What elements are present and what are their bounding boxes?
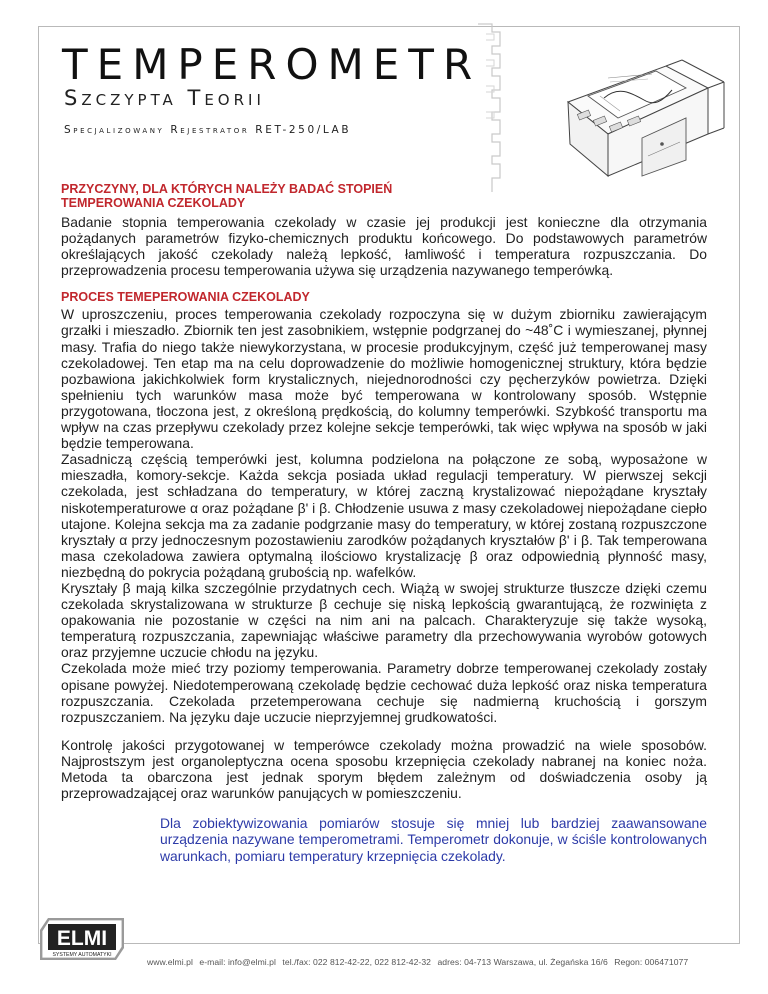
- section-heading-reasons-line1: PRZYCZYNY, DLA KTÓRYCH NALEŻY BADAĆ STOPIEŃ: [61, 182, 393, 196]
- section-heading-reasons: [61, 182, 707, 210]
- logo-tagline: SYSTEMY AUTOMATYKI: [52, 952, 112, 958]
- paragraph-reasons: Badanie stopnia temperowania czekolady w czasie jej produkcji jest konieczne dla otrzymania pożądanych parametrów fizyko-chemicznych produktu końcowego. Do podstawowych parametrów określających jakość czekolady należą lepkość, łamliwość i temperatura rozpuszczania. Do przeprowadzenia procesu temperowania używa się urządzenia nazywanego temperówką.: [61, 214, 707, 279]
- footer-phone: tel./fax: 022 812-42-22, 022 812-42-32: [282, 957, 431, 967]
- paragraph-quality-control: Kontrolę jakości przygotowanej w temperówce czekolady można prowadzić na wiele sposobów. Najprostszym jest organoleptyczna ocena sposobu krzepnięcia czekolady nabranej na koniec noża. Metoda ta obarczona jest jednak sporym błędem zależnym od doświadczenia osoby ją przeprowadzającej oraz warunków panujących w pomieszczeniu.: [61, 736, 707, 802]
- paragraph-process-2: Zasadniczą częścią temperówki jest, kolumna podzielona na połączone ze sobą, wyposażone w mieszadła, komory-sekcje. Każda sekcja posiada układ regulacji temperatury. W pierwszej sekcji czekolada, jest schładzana do temperatury, w której zaczną krystalizować niepożądane kryształy niskotemperaturowe α oraz pożądane β' i β. Chłodzenie usuwa z masy czekoladowej niepożądane ciepło utajone. Kolejna sekcja ma za zadanie podgrzanie masy do temperatury, w której zostaną rozpuszczone kryształy α przy jednoczesnym pozostawieniu zarodków pożądanych kryształów β' i β. Tak temperowana masa czekoladowa zawiera optymalną ilościowo krystalizację β oraz odpowiednią płynność masy, niezbędną do pokrycia pożądaną grubością np. wafelków.: [61, 451, 707, 580]
- article-body: [61, 182, 707, 864]
- footer-email[interactable]: e-mail: info@elmi.pl: [199, 957, 276, 967]
- paragraph-process-4: Czekolada może mieć trzy poziomy temperowania. Parametry dobrze temperowanej czekolady zostały opisane powyżej. Niedotemperowaną czekoladę będzie cechować duża lepkość oraz niska temperatura rozpuszczania. Czekolada przetemperowana cechuje się nadmierną kruchością i gorszym rozpuszczaniem. Na języku daje uczucie nieprzyjemnej grudkowatości.: [61, 660, 707, 725]
- section-heading-process: PROCES TEMEPEROWANIA CZEKOLADY: [61, 290, 310, 305]
- section-heading-reasons-line2: TEMPEROWANIA CZEKOLADY: [61, 196, 246, 210]
- footer-website[interactable]: www.elmi.pl: [147, 957, 193, 967]
- highlight-note: Dla zobiektywizowania pomiarów stosuje się mniej lub bardziej zaawansowane urządzenia nazywane temperometrami. Temperometr dokonuje, w ściśle kontrolowanych warunkach, pomiaru temperatury krzepnięcia czekolady.: [160, 815, 707, 864]
- paragraph-process-3: Kryształy β mają kilka szczególnie przydatnych cech. Wiążą w swojej strukturze tłuszcze dzięki czemu czekolada skrystalizowana w strukturze β cechuje się niską lepkością gwarantującą, że rozwinięta z opakowania nie pozostanie w części na nim ani na palcach. Charakteryzuje się także wysoką, temperaturą rozpuszczania, zapewniając właściwe parametry dla przechowywania wyrobów gotowych oraz przyjemne uczucie chłodu na języku.: [61, 579, 707, 661]
- device-label: Specjalizowany Rejestrator RET-250/LAB: [64, 124, 352, 136]
- temperometer-device-illustration: [548, 26, 738, 198]
- footer-address: adres: 04-713 Warszawa, ul. Żegańska 16/6: [437, 957, 608, 967]
- footer-contact: [147, 957, 727, 967]
- logo-name: ELMI: [56, 927, 108, 950]
- paragraph-process-1: W uproszczeniu, proces temperowania czekolady rozpoczyna się w dużym zbiorniku zawierającym grzałki i mieszadło. Zbiornik ten jest zasobnikiem, wstępnie podgrzanej do ~48˚C i wymieszanej, płynnej masy. Trafia do niego także niewykorzystana, w procesie produkcyjnym, część już temperowanej masy czekoladowej. Ten etap ma na celu doprowadzenie do możliwie homogenicznej struktury, która będzie pozbawiona jakichkolwiek form krystalicznych, niejednorodności czy pęcherzyków powietrza. Dzięki spełnieniu tych warunków masa może być temperowana w kontrolowany sposób. Wstępnie przygotowana, tłoczona jest, z określoną prędkością, do kolumny temperówki. Szybkość transportu ma wpływ na czas przepływu czekolady przez kolejne sekcje temperówki, tak więc wpływa na sposób w jaki będzie temperowana.: [61, 306, 707, 452]
- page-title: TEMPEROMETR: [62, 40, 482, 89]
- gear-icon: [470, 20, 522, 195]
- footer-regon: Regon: 006471077: [614, 957, 689, 967]
- page-subtitle: Szczypta Teorii: [64, 86, 265, 110]
- elmi-logo: [38, 916, 130, 962]
